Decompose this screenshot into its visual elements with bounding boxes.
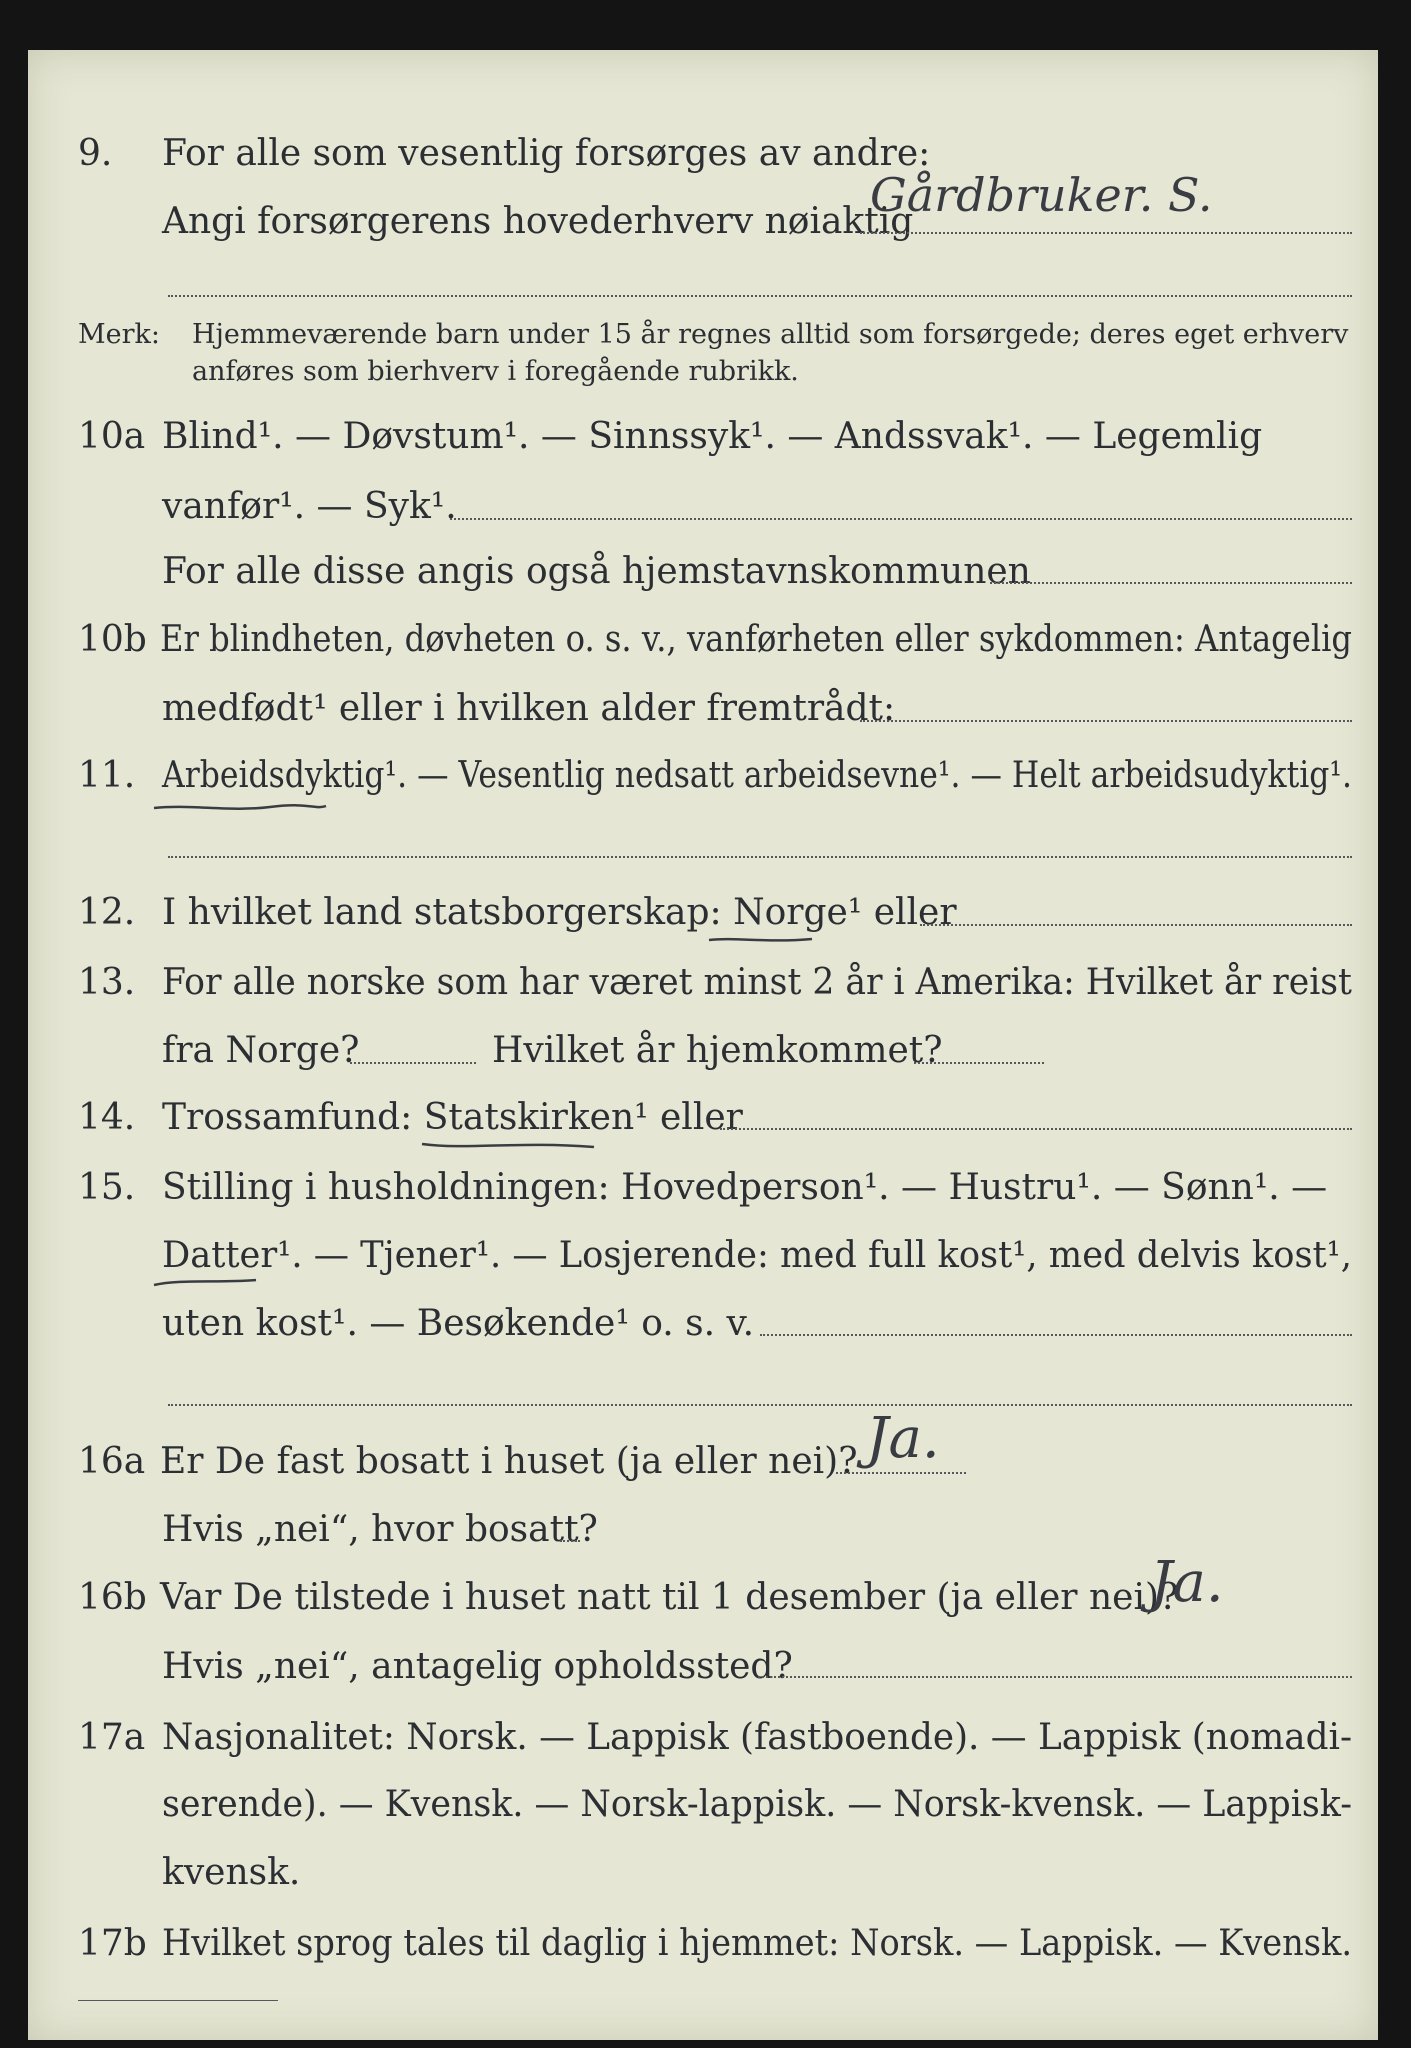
q15-row-3 [0,1294,1411,1354]
footnote-rule [78,2000,278,2001]
q12-handwritten-underline [706,933,816,947]
q17a-line-2: serende). — Kvensk. — Norsk-lappisk. — Norsk-kvensk. — Lappisk- [162,1784,1352,1825]
q10a-row-1 [0,407,1411,467]
q17a-number: 17a [78,1717,146,1758]
q12-number: 12. [78,892,136,933]
q11-row-1 [0,746,1411,806]
q12-line-1: I hvilket land statsborgerskap: Norge¹ eller [162,892,957,933]
q16b-line-1: Var De tilstede i huset natt til 1 desember (ja eller nei)? [160,1577,1179,1618]
q13-line-2b: Hvilket år hjemkommet? [492,1030,943,1071]
q9-number: 9. [78,133,113,174]
q10a-row-3 [0,542,1411,602]
q14-number: 14. [78,1097,136,1138]
q9-answer-line [860,232,1352,234]
q10a-line-1: Blind¹. — Døvstum¹. — Sinnssyk¹. — Andssvak¹. — Legemlig [162,416,1263,457]
q15-answer-line [760,1334,1352,1336]
q15-line-3: uten kost¹. — Besøkende¹ o. s. v. [162,1303,755,1344]
q13-number: 13. [78,962,136,1003]
q13-line-2a: fra Norge? [162,1030,360,1071]
q16a-answer-line [836,1472,966,1474]
q16a-number: 16a [78,1441,146,1482]
q16a-row-1 [0,1432,1411,1492]
q10a-line-2: vanfør¹. — Syk¹. [162,486,457,527]
q9-extra-line [168,295,1352,297]
q16b-row-2 [0,1637,1411,1697]
q10a-syk-line [450,518,1352,520]
q15-extra-line [168,1404,1352,1406]
q13-hjemkommet-line [914,1062,1044,1064]
q13-reist-line [350,1062,476,1064]
q16a-line-2: Hvis „nei“, hvor bosatt? [162,1509,598,1550]
q11-line-1: Arbeidsdyktig¹. — Vesentlig nedsatt arbeidsevne¹. — Helt arbeidsudyktig¹. [162,755,1352,796]
q17b-line-1: Hvilket sprog tales til daglig i hjemmet: Norsk. — Lappisk. — Kvensk. [162,1923,1353,1964]
q9-handwritten-answer: Gårdbruker. S. [870,168,1213,222]
q10b-row-1 [0,610,1411,670]
q13-line-1: For alle norske som har været minst 2 år i Amerika: Hvilket år reist [162,962,1352,1003]
q15-handwritten-underline [150,1275,260,1291]
q15-line-1: Stilling i husholdningen: Hovedperson¹. — Hustru¹. — Sønn¹. — [162,1167,1328,1208]
q10a-number: 10a [78,416,146,457]
q17a-line-3: kvensk. [162,1852,301,1893]
merk-row-2 [0,342,1411,402]
q11-extra-line [168,856,1352,858]
q9-question-line-2: Angi forsørgerens hovederhverv nøiaktig [162,201,914,242]
q10a-line-3: For alle disse angis også hjemstavnskommunen [162,551,1031,592]
q12-answer-line [920,924,1352,926]
q10b-row-2 [0,679,1411,739]
q14-row-1 [0,1088,1411,1148]
q10a-row-2 [0,477,1411,537]
q10b-line-1: Er blindheten, døvheten o. s. v., vanførheten eller sykdommen: Antagelig [160,619,1353,660]
q13-row-2 [0,1021,1411,1081]
merk-text-line-1: Hjemmeværende barn under 15 år regnes alltid som forsørgede; deres eget erhverv [192,319,1349,350]
q16a-line-1: Er De fast bosatt i huset (ja eller nei)? [160,1441,858,1482]
q16b-number: 16b [78,1577,147,1618]
q15-line-2: Datter¹. — Tjener¹. — Losjerende: med full kost¹, med delvis kost¹, [162,1235,1353,1276]
merk-text-line-2: anføres som bierhverv i foregående rubrikk. [192,356,799,387]
q17a-row-3 [0,1843,1411,1903]
q16b-line-2: Hvis „nei“, antagelig opholdssted? [162,1646,793,1687]
merk-label: Merk: [78,319,160,350]
q17a-row-2 [0,1775,1411,1835]
q14-handwritten-underline [418,1138,598,1154]
q16a-bosatt-line [560,1540,580,1542]
q16b-handwritten-answer: Ja. [1150,1550,1224,1615]
q10b-number: 10b [78,619,147,660]
q14-answer-line [720,1128,1352,1130]
q13-row-1 [0,953,1411,1013]
q17b-row-1 [0,1914,1411,1974]
q9-question-line-1: For alle som vesentlig forsørges av andre: [162,133,931,174]
q14-line-1: Trossamfund: Statskirken¹ eller [162,1097,743,1138]
q17b-number: 17b [78,1923,147,1964]
q15-number: 15. [78,1167,136,1208]
q17a-line-1: Nasjonalitet: Norsk. — Lappisk (fastboende). — Lappisk (nomadi- [162,1717,1353,1758]
q10a-kommune-line [990,582,1352,584]
q10b-answer-line [860,720,1352,722]
q11-number: 11. [78,755,136,796]
q10b-line-2: medfødt¹ eller i hvilken alder fremtrådt: [162,688,896,729]
q11-handwritten-underline [150,800,330,816]
q15-row-1 [0,1158,1411,1218]
q16a-handwritten-answer: Ja. [866,1406,940,1471]
q17a-row-1 [0,1708,1411,1768]
q16b-answer-line [758,1676,1352,1678]
